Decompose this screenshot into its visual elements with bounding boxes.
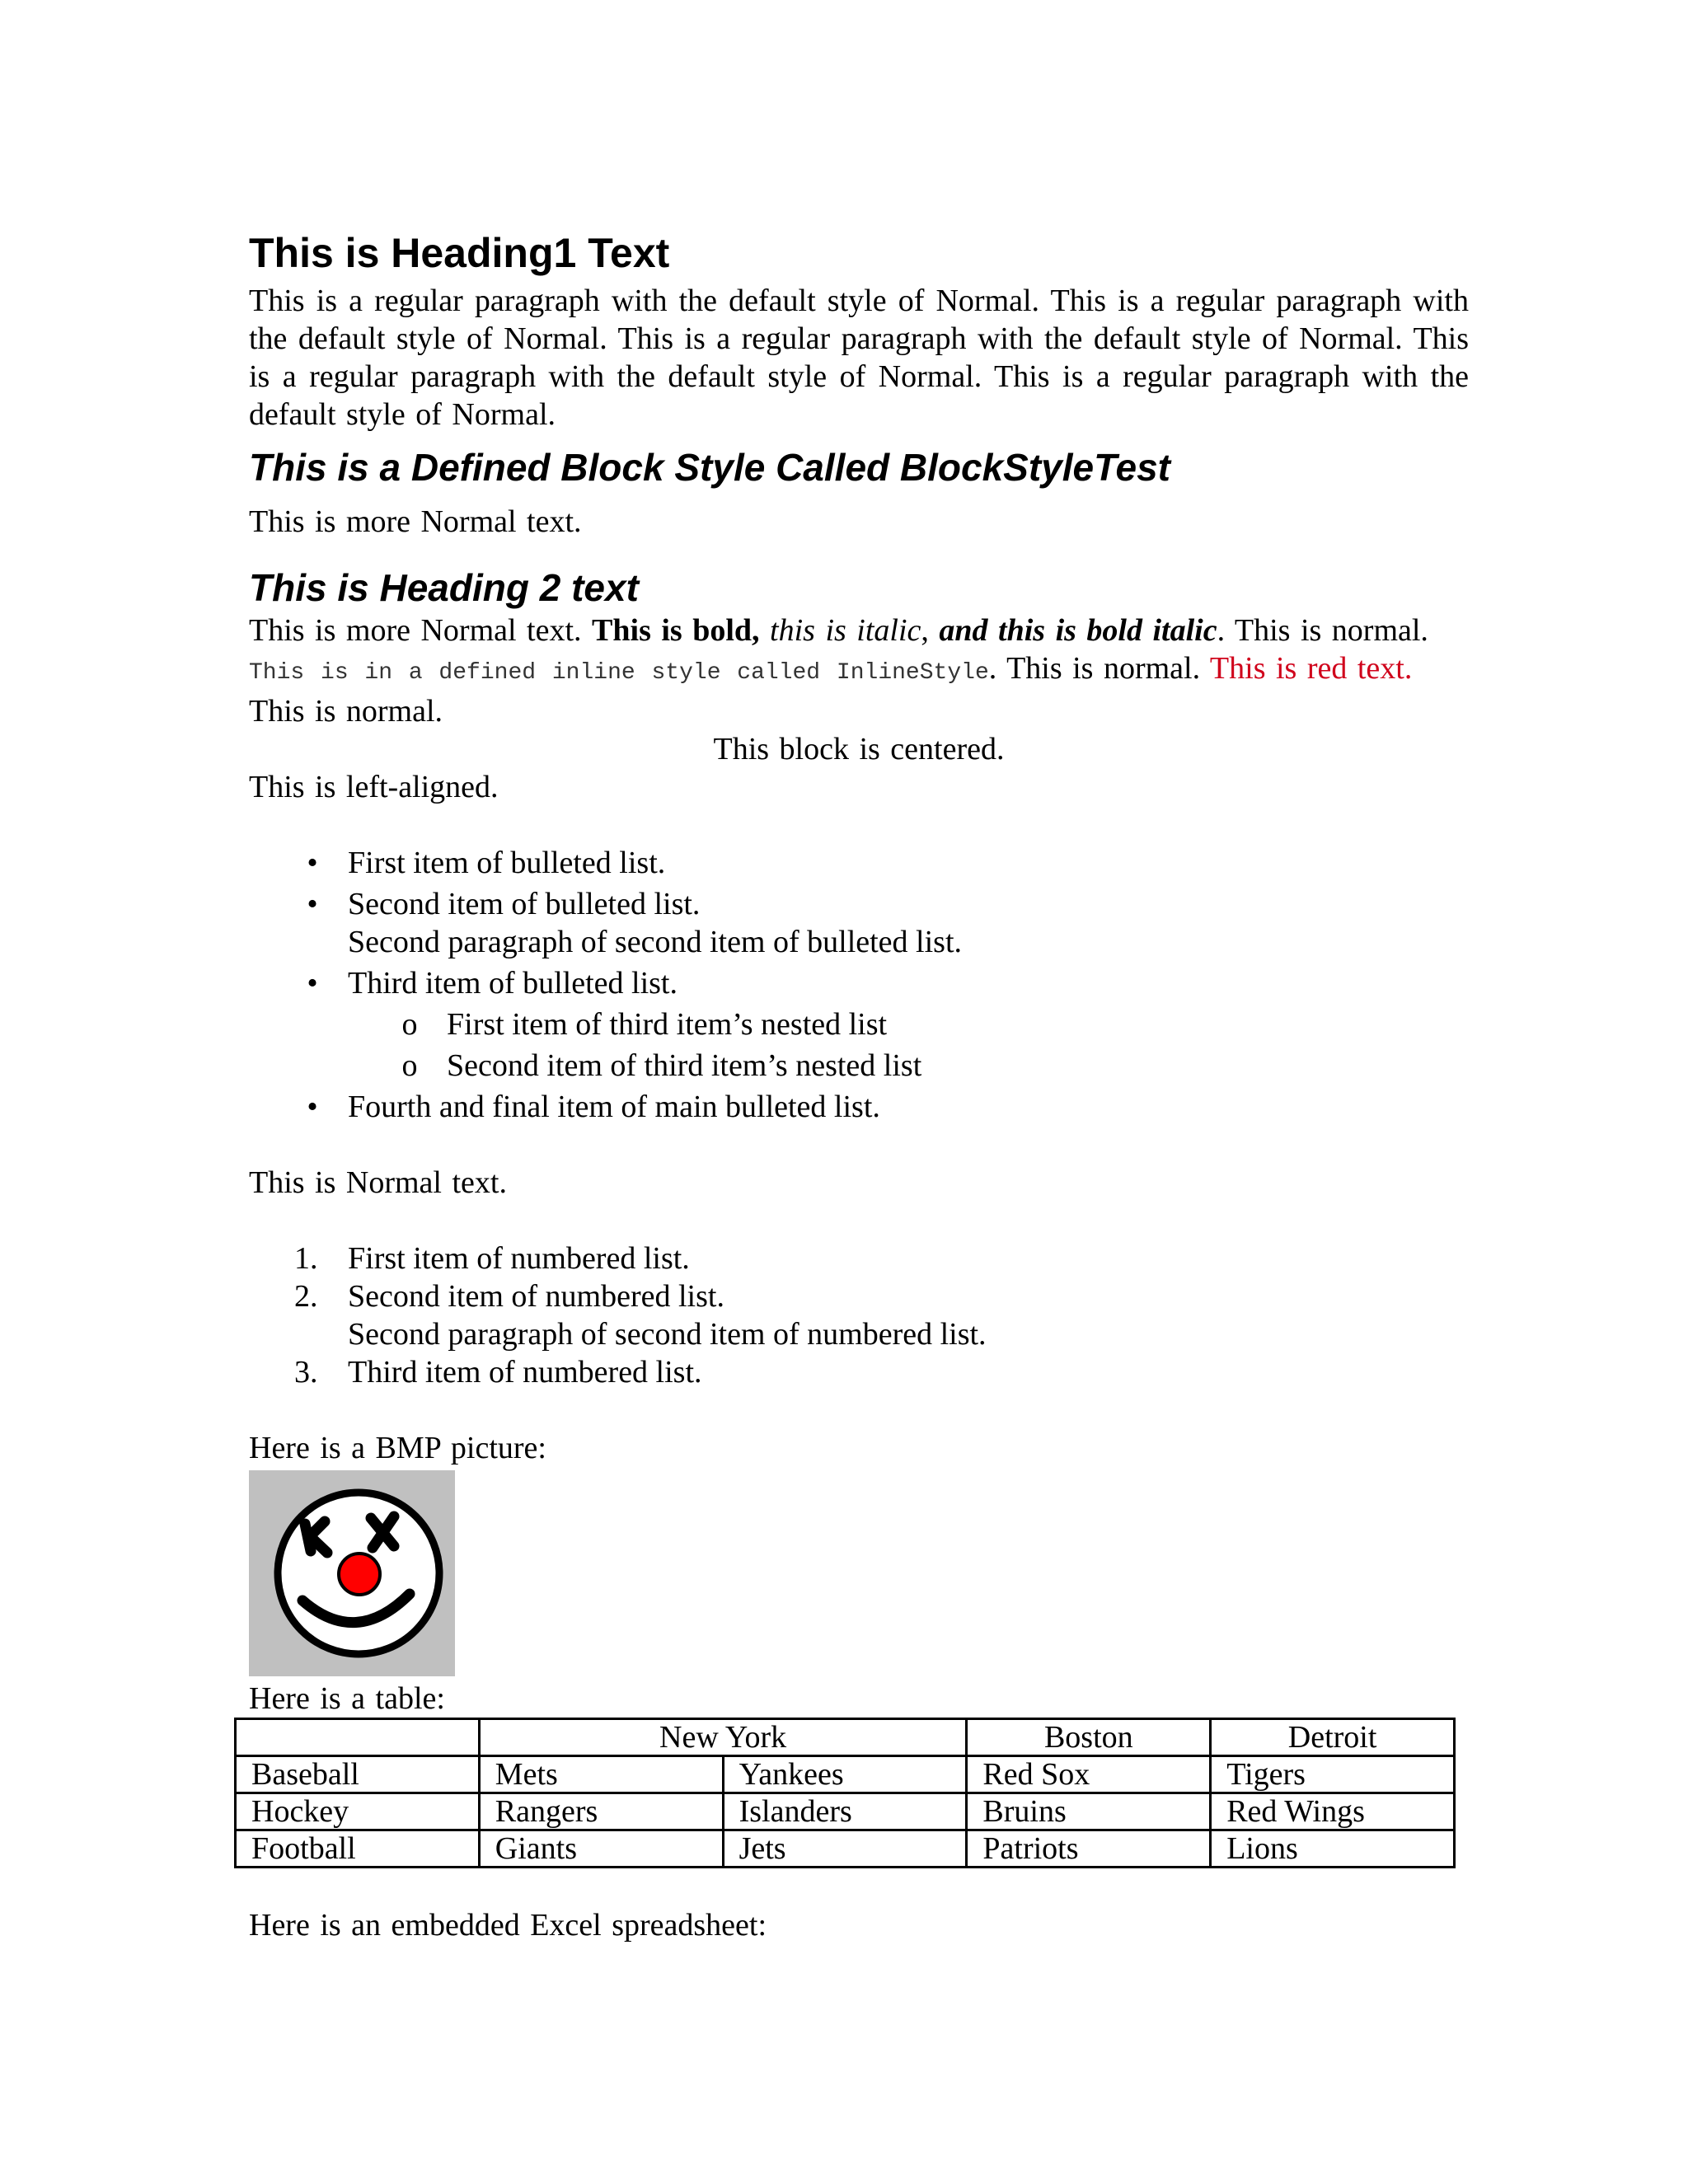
red-text: This is red text. bbox=[1209, 651, 1413, 686]
bulleted-list-item bbox=[249, 885, 1469, 961]
table-cell: Patriots bbox=[967, 1830, 1211, 1868]
separator-1 bbox=[760, 613, 771, 648]
table-cell: Red Wings bbox=[1211, 1793, 1455, 1830]
normal-text: This is Normal text. bbox=[249, 1165, 507, 1200]
bmp-caption: Here is a BMP picture: bbox=[249, 1431, 546, 1465]
table-header-cell: New York bbox=[479, 1719, 967, 1756]
nested-list bbox=[249, 1005, 1469, 1085]
table-cell: Mets bbox=[479, 1756, 723, 1793]
nested-list-item bbox=[249, 1047, 1469, 1085]
bullet-icon: • bbox=[307, 887, 318, 921]
spacer bbox=[249, 806, 1469, 844]
heading-1: This is Heading1 Text bbox=[249, 230, 670, 276]
list-item-paragraph-2: Second paragraph of second item of numbered list. bbox=[348, 1317, 987, 1352]
hollow-bullet-icon: o bbox=[401, 1007, 418, 1042]
list-item-text: Fourth and final item of main bulleted list. bbox=[348, 1090, 880, 1124]
table-cell: Baseball bbox=[236, 1756, 480, 1793]
table-cell: Football bbox=[236, 1830, 480, 1868]
left-aligned-text: This is left-aligned. bbox=[249, 770, 499, 804]
clown-face-icon bbox=[249, 1470, 455, 1676]
bulleted-list-item bbox=[249, 964, 1469, 1002]
table-cell: Jets bbox=[723, 1830, 967, 1868]
table-row bbox=[236, 1756, 1455, 1793]
table-cell: Bruins bbox=[967, 1793, 1211, 1830]
list-item-paragraph-2: Second paragraph of second item of bulleted list. bbox=[348, 925, 963, 959]
italic-text: this is italic bbox=[770, 613, 921, 648]
inline-style-text: This is in a defined inline style called InlineStyle bbox=[249, 660, 989, 686]
normal-text-3: . This is normal. bbox=[988, 651, 1210, 686]
clown-nose-icon bbox=[339, 1554, 380, 1595]
table-header-cell: Detroit bbox=[1211, 1719, 1455, 1756]
list-number: 3. bbox=[294, 1355, 318, 1390]
normal-text-4: This is normal. bbox=[249, 694, 443, 729]
table-row bbox=[236, 1830, 1455, 1868]
bullet-icon: • bbox=[307, 846, 318, 880]
document-body bbox=[249, 229, 1469, 1944]
list-number: 2. bbox=[294, 1279, 318, 1314]
table-cell: Red Sox bbox=[967, 1756, 1211, 1793]
table-cell: Islanders bbox=[723, 1793, 967, 1830]
spacer bbox=[249, 1129, 1469, 1164]
table-header-row bbox=[236, 1719, 1455, 1756]
normal-text-1: This is more Normal text. bbox=[249, 613, 593, 648]
bullet-icon: • bbox=[307, 1090, 318, 1124]
mixed-format-paragraph bbox=[249, 612, 1469, 730]
list-item-text: First item of numbered list. bbox=[348, 1241, 690, 1276]
sports-table bbox=[234, 1718, 1456, 1868]
bulleted-list-item bbox=[249, 1088, 1469, 1126]
bold-text: This is bold, bbox=[592, 613, 760, 648]
hollow-bullet-icon: o bbox=[401, 1048, 418, 1083]
excel-caption: Here is an embedded Excel spreadsheet: bbox=[249, 1908, 767, 1943]
table-cell: Hockey bbox=[236, 1793, 480, 1830]
spacer bbox=[249, 1868, 1469, 1906]
spacer bbox=[249, 1202, 1469, 1240]
table-header-cell: Boston bbox=[967, 1719, 1211, 1756]
bold-italic-text: and this is bold italic bbox=[939, 613, 1217, 648]
block-style-heading: This is a Defined Block Style Called BlockStyleTest bbox=[249, 446, 1170, 489]
spacer bbox=[249, 1391, 1469, 1429]
bulleted-list-item bbox=[249, 844, 1469, 882]
nested-list-item bbox=[249, 1005, 1469, 1043]
table-caption: Here is a table: bbox=[249, 1681, 445, 1716]
table-cell: Giants bbox=[479, 1830, 723, 1868]
list-number: 1. bbox=[294, 1241, 318, 1276]
list-item-text: Second item of numbered list. bbox=[348, 1279, 724, 1314]
centered-block: This block is centered. bbox=[713, 732, 1005, 766]
table-row bbox=[236, 1793, 1455, 1830]
table-cell: Yankees bbox=[723, 1756, 967, 1793]
heading-2: This is Heading 2 text bbox=[249, 566, 639, 609]
separator-2: , bbox=[921, 613, 940, 648]
numbered-list-item bbox=[249, 1353, 1469, 1391]
list-item-text: Third item of bulleted list. bbox=[348, 966, 678, 1001]
bullet-icon: • bbox=[307, 966, 318, 1001]
table-cell: Lions bbox=[1211, 1830, 1455, 1868]
bmp-picture bbox=[249, 1470, 455, 1676]
normal-text-2: . This is normal. bbox=[1217, 613, 1428, 648]
numbered-list bbox=[249, 1240, 1469, 1391]
numbered-list-item bbox=[249, 1240, 1469, 1277]
list-item-text: Third item of numbered list. bbox=[348, 1355, 702, 1390]
more-normal-text: This is more Normal text. bbox=[249, 504, 582, 539]
list-item-text: Second item of third item’s nested list bbox=[447, 1048, 922, 1083]
table-cell: Rangers bbox=[479, 1793, 723, 1830]
list-item-text: Second item of bulleted list. bbox=[348, 887, 701, 921]
list-item-text: First item of bulleted list. bbox=[348, 846, 666, 880]
list-item-text: First item of third item’s nested list bbox=[447, 1007, 888, 1042]
table-header-cell bbox=[236, 1719, 480, 1756]
bulleted-list bbox=[249, 844, 1469, 1126]
paragraph-normal: This is a regular paragraph with the default style of Normal. This is a regular paragraph with the default style of Normal. This is a regular paragraph with the default style of Normal. This is a regular paragraph with the default style of Normal. This is a regular paragraph with the default style of Normal. bbox=[249, 284, 1469, 432]
table-cell: Tigers bbox=[1211, 1756, 1455, 1793]
numbered-list-item bbox=[249, 1277, 1469, 1353]
